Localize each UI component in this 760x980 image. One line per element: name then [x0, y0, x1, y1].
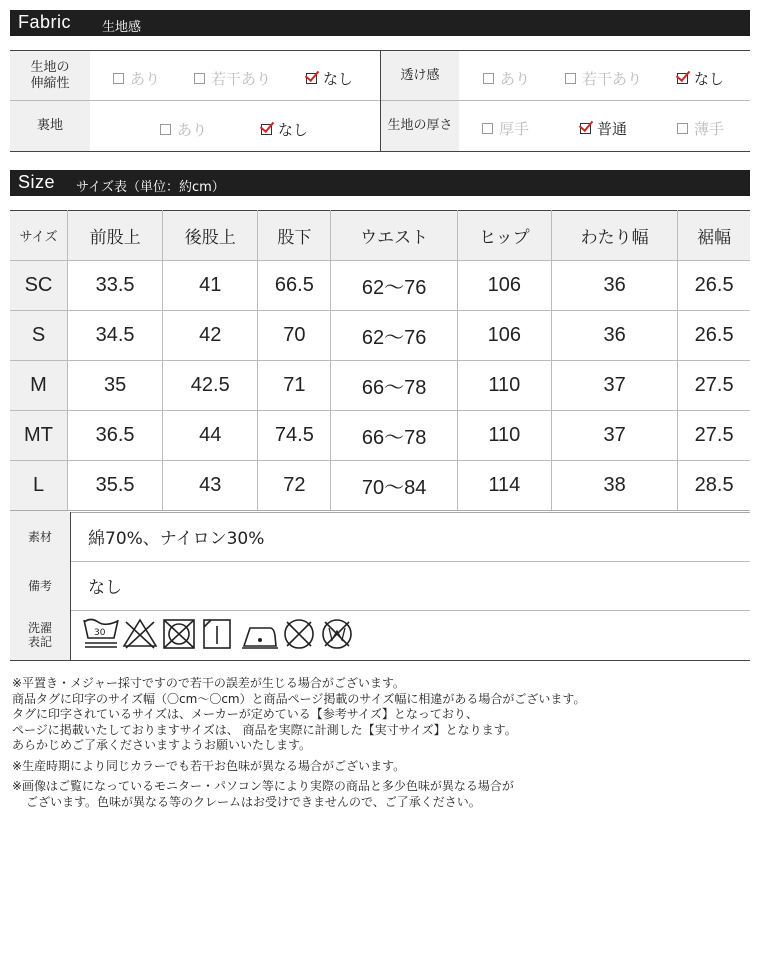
table-cell: 27.5: [678, 361, 750, 411]
note-line: あらかじめご了承くださいますようお願いいたします。: [12, 738, 312, 752]
table-cell: 66〜78: [331, 361, 457, 411]
column-header: サイズ: [10, 211, 68, 261]
table-cell: 62〜76: [331, 261, 457, 311]
table-cell: 33.5: [68, 261, 163, 311]
column-header: 股下: [258, 211, 331, 261]
column-header: 後股上: [163, 211, 258, 261]
table-row: [10, 411, 750, 461]
checked-checkbox-icon: [580, 123, 591, 134]
table-cell: 27.5: [678, 411, 750, 461]
checked-checkbox-icon: [306, 73, 317, 84]
table-cell: 42.5: [163, 361, 258, 411]
care-row: [10, 610, 750, 660]
table-cell: 66.5: [258, 261, 331, 311]
note-line: ※平置き・メジャー採寸ですので若干の誤差が生じる場合がございます。: [12, 676, 405, 690]
fabric-subtitle: 生地感: [102, 20, 142, 35]
line-dry-shade-icon: [204, 620, 230, 648]
stretch-label: 生地の 伸縮性: [10, 51, 90, 100]
table-cell: 71: [258, 361, 331, 411]
table-cell: 106: [457, 261, 551, 311]
table-cell: 106: [457, 311, 551, 361]
note-line: ページに掲載いたしておりますサイズは、 商品を実際に計測した【実寸サイズ】となります。: [12, 722, 517, 737]
care-symbols: [82, 616, 382, 652]
size-title: Size: [18, 172, 56, 192]
thickness-option-atsude: 厚手: [482, 118, 529, 139]
thickness-option-futsu: 普通: [580, 118, 627, 139]
no-bleach-icon: [124, 620, 156, 648]
checkbox-icon: [483, 73, 494, 84]
table-cell: 114: [457, 461, 551, 512]
size-table-header-row: [10, 211, 750, 261]
thickness-label: 生地の厚さ: [381, 101, 459, 151]
material-row: [10, 512, 750, 562]
column-header: わたり幅: [551, 211, 677, 261]
table-cell: 74.5: [258, 411, 331, 461]
table-cell: 36.5: [68, 411, 163, 461]
info-table: [10, 512, 750, 661]
svg-text:30: 30: [94, 628, 106, 638]
table-cell: 35: [68, 361, 163, 411]
stretch-option-nashi: なし: [306, 68, 353, 89]
size-table: [10, 210, 750, 513]
size-name-cell: L: [10, 461, 68, 512]
note-line: 商品タグに印字のサイズ幅（〇cm〜〇cm）と商品ページ掲載のサイズ幅に相違がある場合がございます。: [12, 691, 586, 706]
checkbox-icon: [194, 73, 205, 84]
table-cell: 44: [163, 411, 258, 461]
size-name-cell: SC: [10, 261, 68, 311]
stretch-option-jakkan: 若干あり: [194, 68, 271, 89]
no-tumble-dry-icon: [164, 620, 194, 648]
table-cell: 34.5: [68, 311, 163, 361]
checked-checkbox-icon: [261, 124, 272, 135]
checkbox-icon: [160, 124, 171, 135]
stretch-option-ari: あり: [113, 68, 160, 89]
table-cell: 35.5: [68, 461, 163, 512]
thickness-option-usude: 薄手: [677, 118, 724, 139]
table-cell: 42: [163, 311, 258, 361]
iron-low-icon: [242, 628, 278, 648]
table-row: [10, 461, 750, 512]
no-dry-clean-icon: [285, 620, 313, 648]
column-header: ウエスト: [331, 211, 457, 261]
table-cell: 72: [258, 461, 331, 512]
table-cell: 70〜84: [331, 461, 457, 512]
material-value: 綿70%、ナイロン30%: [88, 529, 265, 549]
table-cell: 28.5: [678, 461, 750, 512]
fabric-header-bar: [10, 10, 750, 36]
table-cell: 110: [457, 411, 551, 461]
checkbox-icon: [677, 123, 688, 134]
table-cell: 43: [163, 461, 258, 512]
table-cell: 62〜76: [331, 311, 457, 361]
remarks-label: 備考: [10, 561, 71, 610]
table-cell: 36: [551, 311, 677, 361]
size-name-cell: MT: [10, 411, 68, 461]
sheer-label: 透け感: [381, 51, 459, 100]
checkbox-icon: [482, 123, 493, 134]
size-header-bar: [10, 170, 750, 196]
sheer-option-nashi: なし: [677, 68, 724, 89]
lining-option-ari: あり: [160, 119, 207, 140]
care-label: 洗濯 表記: [10, 610, 71, 660]
notes-section: [12, 676, 585, 810]
table-cell: 110: [457, 361, 551, 411]
table-cell: 37: [551, 361, 677, 411]
sheer-option-ari: あり: [483, 68, 530, 89]
note-line: ※画像はご覧になっているモニター・パソコン等により実際の商品と多少色味が異なる場合が: [12, 779, 514, 793]
no-wet-clean-icon: [323, 620, 351, 648]
note-line: ※生産時期により同じカラーでも若干お色味が異なる場合がございます。: [12, 758, 406, 773]
lining-option-nashi: なし: [261, 119, 308, 140]
table-cell: 36: [551, 261, 677, 311]
note-line: ございます。色味が異なる等のクレームはお受けできませんので、ご了承ください。: [26, 794, 481, 809]
sheer-option-jakkan: 若干あり: [565, 68, 642, 89]
fabric-table: [10, 50, 750, 152]
checked-checkbox-icon: [677, 73, 688, 84]
column-header: ヒップ: [457, 211, 551, 261]
table-cell: 26.5: [678, 311, 750, 361]
table-cell: 26.5: [678, 261, 750, 311]
remarks-value: なし: [88, 578, 122, 598]
wash-30-icon: [84, 620, 118, 648]
table-row: [10, 261, 750, 311]
checkbox-icon: [113, 73, 124, 84]
checkbox-icon: [565, 73, 576, 84]
size-name-cell: S: [10, 311, 68, 361]
fabric-title: Fabric: [18, 12, 72, 32]
table-cell: 38: [551, 461, 677, 512]
lining-label: 裏地: [10, 101, 90, 151]
material-label: 素材: [10, 512, 71, 561]
table-cell: 66〜78: [331, 411, 457, 461]
table-row: [10, 311, 750, 361]
table-row: [10, 361, 750, 411]
remarks-row: [10, 561, 750, 611]
table-cell: 37: [551, 411, 677, 461]
note-line: タグに印字されているサイズは、メーカーが定めている【参考サイズ】となっており、: [12, 707, 478, 721]
table-cell: 41: [163, 261, 258, 311]
column-header: 前股上: [68, 211, 163, 261]
size-name-cell: M: [10, 361, 68, 411]
size-subtitle: サイズ表（単位：約cm）: [76, 180, 225, 195]
column-header: 裾幅: [678, 211, 750, 261]
table-cell: 70: [258, 311, 331, 361]
